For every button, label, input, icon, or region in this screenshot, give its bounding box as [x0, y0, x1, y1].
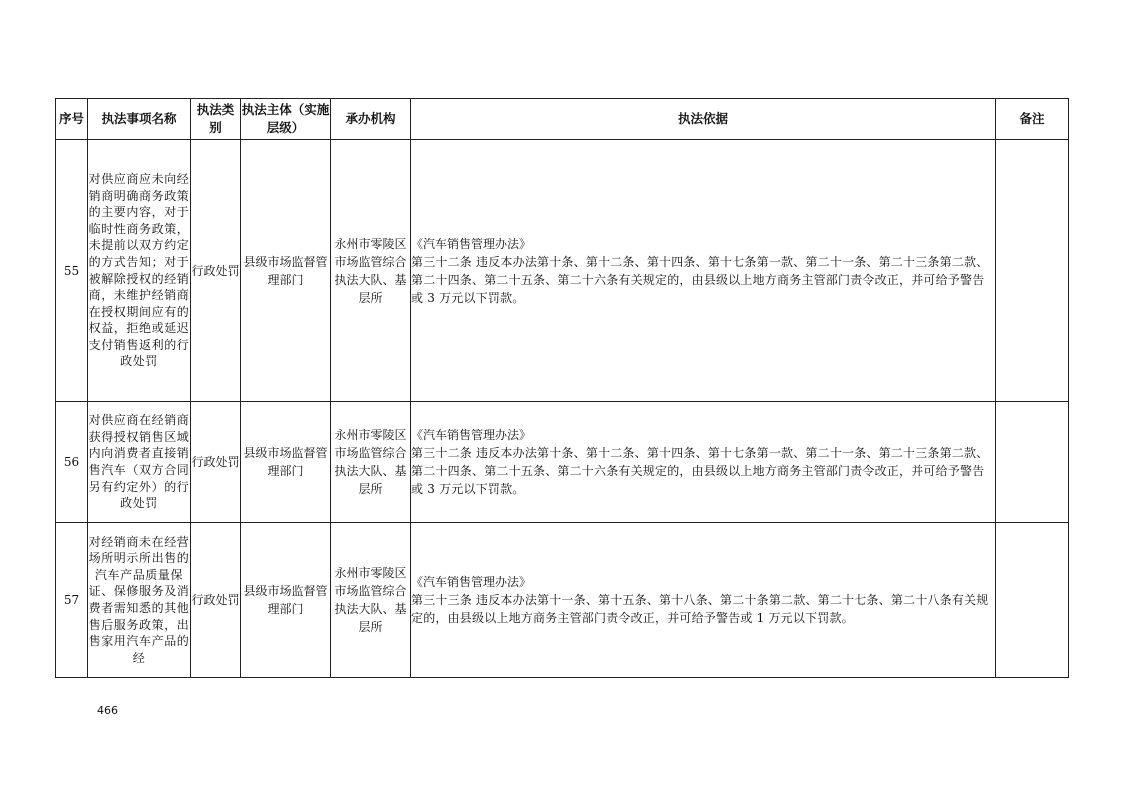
- row-no: 56: [56, 402, 88, 523]
- basis-title: 《汽车销售管理办法》: [411, 236, 532, 251]
- row-basis: [411, 402, 996, 523]
- row-no: 55: [56, 140, 88, 402]
- row-type: 行政处罚: [191, 140, 241, 402]
- row-org: 永州市零陵区市场监管综合执法大队、基层所: [331, 140, 411, 402]
- basis-title: 《汽车销售管理办法》: [411, 575, 532, 589]
- row-subject: 县级市场监督管理部门: [241, 140, 331, 402]
- basis-title: 《汽车销售管理办法》: [411, 428, 532, 442]
- header-no: 序号: [56, 99, 88, 140]
- header-subject: 执法主体（实施层级）: [241, 99, 331, 140]
- enforcement-table: [55, 98, 1069, 678]
- row-note: [996, 523, 1069, 678]
- row-subject: 县级市场监督管理部门: [241, 523, 331, 678]
- row-org: 永州市零陵区市场监管综合执法大队、基层所: [331, 523, 411, 678]
- row-type: 行政处罚: [191, 523, 241, 678]
- row-name: 对供应商在经销商获得授权销售区域内向消费者直接销售汽车（双方合同另有约定外）的行政处罚: [88, 402, 191, 523]
- row-name: 对经销商未在经营场所明示所出售的汽车产品质量保证、保修服务及消费者需知悉的其他售后服务政策，出售家用汽车产品的经: [88, 523, 191, 678]
- row-no: 57: [56, 523, 88, 678]
- header-name: 执法事项名称: [88, 99, 191, 140]
- row-name: 对供应商应未向经销商明确商务政策的主要内容，对于临时性商务政策，未提前以双方约定的方式告知；对于被解除授权的经销商，未维护经销商在授权期间应有的权益，拒绝或延迟支付销售返利的行政处罚: [88, 140, 191, 402]
- header-note: 备注: [996, 99, 1069, 140]
- table-row: [56, 402, 1069, 523]
- header-type: 执法类别: [191, 99, 241, 140]
- row-type: 行政处罚: [191, 402, 241, 523]
- row-basis: [411, 523, 996, 678]
- basis-body: 第三十二条 违反本办法第十条、第十二条、第十四条、第十七条第一款、第二十一条、第二十三条第二款、第二十四条、第二十五条、第二十六条有关规定的，由县级以上地方商务主管部门责令改正，并可给予警告或 3 万元以下罚款。: [411, 254, 989, 305]
- row-note: [996, 402, 1069, 523]
- basis-body: 第三十三条 违反本办法第十一条、第十五条、第十八条、第二十条第二款、第二十七条、第二十八条有关规定的，由县级以上地方商务主管部门责令改正，并可给予警告或 1 万元以下罚款。: [411, 593, 989, 625]
- table-row: [56, 140, 1069, 402]
- row-basis: [411, 140, 996, 402]
- table-header-row: [56, 99, 1069, 140]
- row-org: 永州市零陵区市场监管综合执法大队、基层所: [331, 402, 411, 523]
- page-number: 466: [97, 704, 118, 717]
- header-basis: 执法依据: [411, 99, 996, 140]
- basis-body: 第三十二条 违反本办法第十条、第十二条、第十四条、第十七条第一款、第二十一条、第二十三条第二款、第二十四条、第二十五条、第二十六条有关规定的，由县级以上地方商务主管部门责令改正，并可给予警告或 3 万元以下罚款。: [411, 446, 989, 496]
- header-org: 承办机构: [331, 99, 411, 140]
- row-subject: 县级市场监督管理部门: [241, 402, 331, 523]
- table-row: [56, 523, 1069, 678]
- row-note: [996, 140, 1069, 402]
